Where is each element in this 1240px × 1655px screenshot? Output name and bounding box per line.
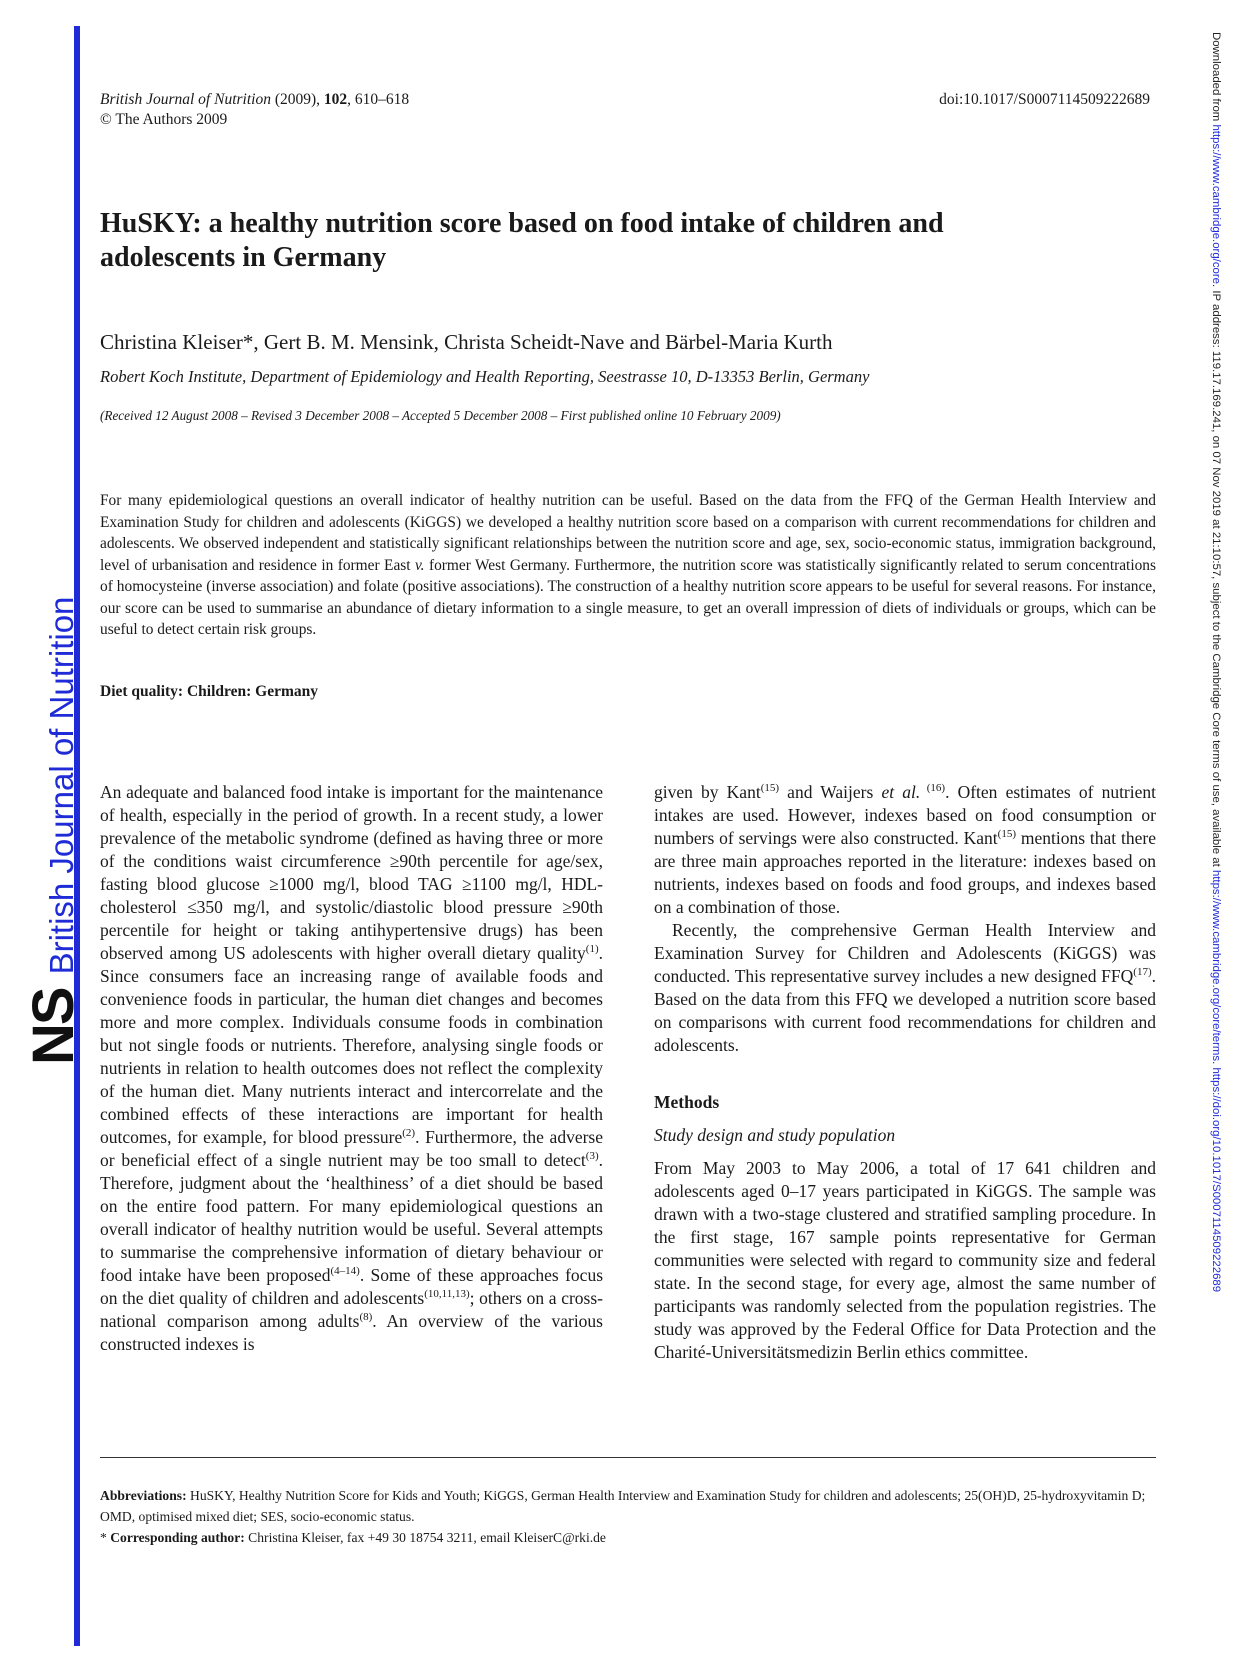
download-notice: Downloaded from https://www.cambridge.org/core. IP address: 119.17.169.241, on 07 Nov 2019 at 21:10:57, subject to the Cambridge Core terms of use, available at https://www.cambridge.org/core/terms. https://doi.org/10.1017/S0007114509222689 (1210, 32, 1222, 1293)
abstract: For many epidemiological questions an overall indicator of healthy nutrition can be useful. Based on the data from the FFQ of the German Health Interview and Examination Study for children and adolescents (KiGGS) we developed a healthy nutrition score based on a comparison with current recommendations for children and adolescents. We observed independent and statistically significant relationships between the nutrition score and age, sex, socio-economic status, immigration background, level of urbanisation and residence in former East v. former West Germany. Furthermore, the nutrition score was statistically significantly related to serum concentrations of homocysteine (inverse association) and folate (positive associations). The construction of a healthy nutrition score appears to be useful for several reasons. For instance, our score can be used to summarise an abundance of dietary information to a single measure, to get an overall impression of diets of individuals or groups, which can be useful to detect certain risk groups. (100, 492, 1156, 638)
article-title: HuSKY: a healthy nutrition score based on food intake of children and adolescents in Germany (100, 208, 944, 273)
intro-paragraph-continued: given by Kant$^{(15)}$ and Waijers et al. $^{(16)}$. Often estimates of nutrient intakes are used. However, indexes based on food consumption or numbers of servings were also constructed. Kant$^{(15)}$ mentions that there are three main approaches reported in the literature: indexes based on nutrients, indexes based on foods and food groups, and indexes based on a combination of those. (654, 782, 1156, 917)
cambridge-core-link[interactable]: https://www.cambridge.org/core (1210, 124, 1222, 284)
citation-ref: (2) (402, 1127, 416, 1140)
subsection-heading: Study design and study population (654, 1125, 896, 1145)
copyright: © The Authors 2009 (100, 111, 228, 128)
corresponding-author-footnote: * Corresponding author: Christina Kleiser, fax +49 30 18754 3211, email KleiserC@rki.de (100, 1530, 606, 1545)
footnote-rule (100, 1457, 1156, 1458)
header-doi: doi:10.1017/S0007114509222689 (939, 91, 1150, 108)
journal-logo-ns: NS (21, 988, 86, 1065)
intro-paragraph: An adequate and balanced food intake is important for the maintenance of health, especially in the period of growth. In a recent study, a lower prevalence of the metabolic syndrome (defined as having three or more of the conditions waist circumference ≥90th percentile for age/sex, fasting blood glucose ≥1000 mg/l, blood TAG ≥1100 mg/l, HDL-cholesterol ≤350 mg/l, and systolic/diastolic blood pressure ≥90th percentile for height or taking antihypertensive drugs) has been observed among US adolescents with higher overall dietary quality$^{(1)}$. Since consumers face an increasing range of available foods and convenience foods in particular, the human diet changes and becomes more and more complex. Individuals consume foods in combination but not single foods or nutrients. Therefore, analysing single foods or nutrients in relation to health outcomes does not reflect the complexity of the human diet. Many nutrients interact and intercorrelate and the combined effects of these interactions are important for health outcomes, for example, for blood pressure$^{(2)}$. Furthermore, the adverse or beneficial effect of a single nutrient may be too small to detect$^{(3)}$. Therefore, judgment about the ‘healthiness’ of a diet should be based on the entire food pattern. For many epidemiological questions an overall indicator of healthy nutrition would be useful. Several attempts to summarise the comprehensive information of dietary behaviour or food intake have been proposed$^{(4-14)}$. Some of these approaches focus on the diet quality of children and adolescents$^{(10,11,13)}$; others on a cross-national comparison among adults$^{(8)}$. An overview of the various constructed indexes is (100, 782, 604, 1354)
volume-number: 102 (323, 91, 348, 108)
body-column-right (654, 781, 1156, 1364)
journal-sidebar-name: British Journal of Nutrition (43, 596, 80, 975)
keywords: Diet quality: Children: Germany (100, 683, 318, 700)
citation-ref: (1) (585, 943, 599, 956)
author-list: Christina Kleiser*, Gert B. M. Mensink, Christa Scheidt-Nave and Bärbel-Maria Kurth (100, 330, 833, 354)
journal-sidebar-brand (20, 597, 87, 1065)
body-column-left (100, 781, 603, 1356)
citation-ref: (15) (760, 782, 780, 795)
abbreviations-footnote: Abbreviations: HuSKY, Healthy Nutrition Score for Kids and Youth; KiGGS, German Health Interview and Examination Study for children and adolescents; 25(OH)D, 25-hydroxyvitamin D; OMD, optimised mixed diet; SES, socio-economic status. (100, 1488, 1146, 1524)
received-dates: (Received 12 August 2008 – Revised 3 December 2008 – Accepted 5 December 2008 – First published online 10 February 2009) (100, 408, 781, 423)
citation-ref: (8) (359, 1311, 373, 1324)
doi-link[interactable]: https://doi.org/10.1017/S0007114509222689 (1210, 1067, 1222, 1293)
citation-ref: (3) (585, 1150, 599, 1163)
citation-ref: (10,11,13) (424, 1288, 470, 1301)
journal-citation: British Journal of Nutrition (2009), 102, 610–618 © The Authors 2009 (100, 91, 410, 128)
journal-name: British Journal of Nutrition (100, 91, 271, 108)
methods-paragraph: From May 2003 to May 2006, a total of 17 641 children and adolescents aged 0–17 years participated in KiGGS. The sample was drawn with a two-stage clustered and stratified sampling procedure. In the first stage, 167 sample points representative for German communities were selected with regard to community size and federal state. In the second stage, for every age, almost the same number of participants was randomly selected from the population registries. The study was approved by the Federal Office for Data Protection and the Charité-Universitätsmedizin Berlin ethics committee. (654, 1158, 1156, 1362)
citation-ref: (4–14) (330, 1265, 360, 1278)
terms-link[interactable]: https://www.cambridge.org/core/terms (1210, 869, 1222, 1062)
citation-ref: (15) (997, 828, 1016, 841)
citation-ref: (16) (920, 782, 946, 795)
affiliation: Robert Koch Institute, Department of Epidemiology and Health Reporting, Seestrasse 10, D-13353 Berlin, Germany (100, 367, 870, 386)
section-heading-methods: Methods (654, 1092, 720, 1112)
kiggs-paragraph: Recently, the comprehensive German Health Interview and Examination Survey for Children and Adolescents (KiGGS) was conducted. This representative survey includes a new designed FFQ$^{(17)}$. Based on the data from this FFQ we developed a nutrition score based on comparisons with current food recommendations for children and adolescents. (654, 920, 1156, 1055)
footnotes (100, 1485, 1156, 1548)
citation-ref: (17) (1133, 966, 1152, 979)
